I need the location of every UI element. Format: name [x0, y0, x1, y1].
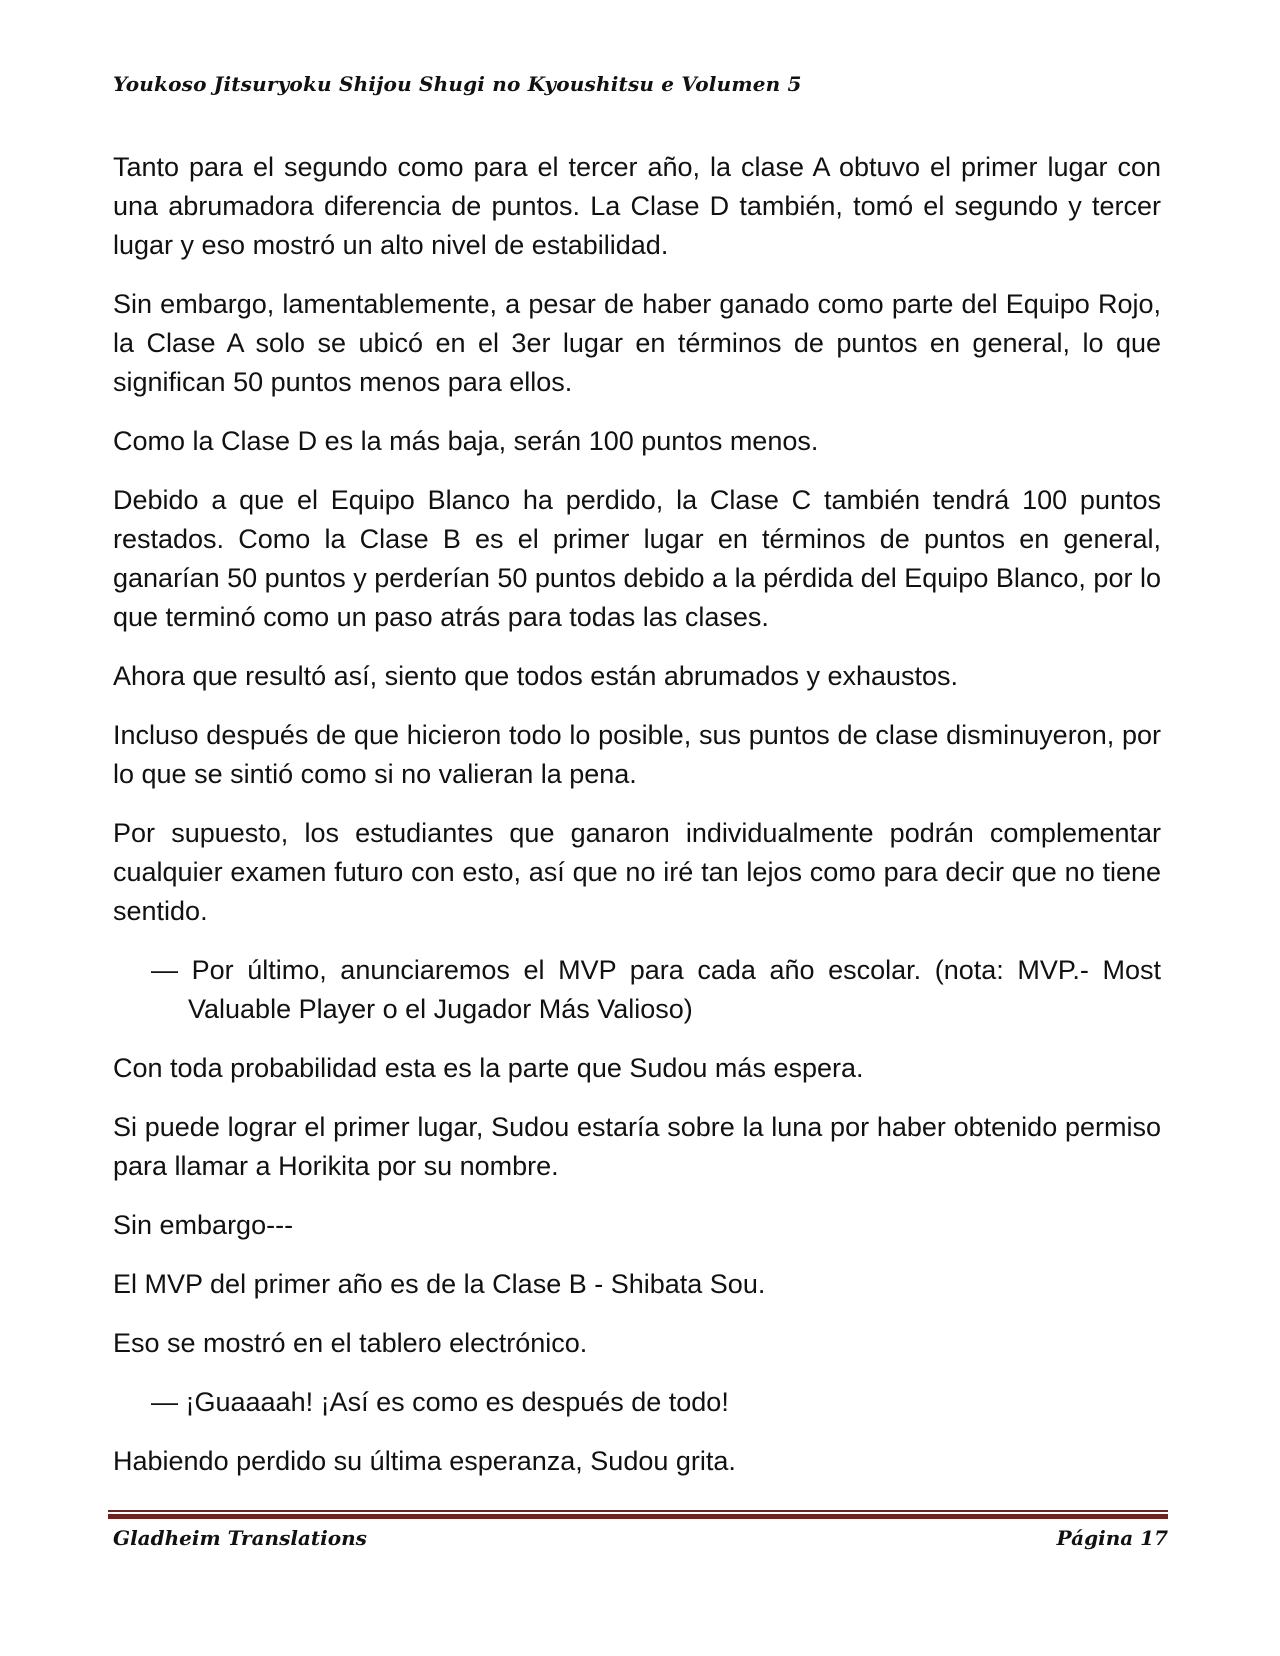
paragraph: Tanto para el segundo como para el tercer año, la clase A obtuvo el primer lugar con una abrumadora diferencia de puntos. La Clase D también, tomó el segundo y tercer lugar y eso mostró un alto nivel de estabilidad.: [113, 152, 1161, 260]
paragraph: Ahora que resultó así, siento que todos están abrumados y exhaustos.: [113, 661, 959, 691]
paragraph: Sin embargo, lamentablemente, a pesar de haber ganado como parte del Equipo Rojo, la Clase A solo se ubicó en el 3er lugar en términos de puntos en general, lo que significan 50 puntos menos para ellos.: [113, 289, 1161, 397]
page-number: Página 17: [1056, 1526, 1168, 1550]
paragraph: Habiendo perdido su última esperanza, Sudou grita.: [113, 1446, 736, 1476]
paragraph: Por supuesto, los estudiantes que ganaron individualmente podrán complementar cualquier examen futuro con esto, así que no iré tan lejos como para decir que no tiene sentido.: [113, 818, 1161, 926]
dialog-paragraph: — ¡Guaaaah! ¡Así es como es después de todo!: [151, 1387, 729, 1417]
footer-credit: Gladheim Translations: [113, 1526, 367, 1550]
paragraph: Incluso después de que hicieron todo lo posible, sus puntos de clase disminuyeron, por lo que se sintió como si no valieran la pena.: [113, 720, 1161, 789]
paragraph: El MVP del primer año es de la Clase B - Shibata Sou.: [113, 1269, 766, 1299]
paragraph: Debido a que el Equipo Blanco ha perdido, la Clase C también tendrá 100 puntos restados. Como la Clase B es el primer lugar en términos de puntos en general, ganarían 50 puntos y perderían 50 puntos debido a la pérdida del Equipo Blanco, por lo que terminó como un paso atrás para todas las clases.: [113, 485, 1161, 632]
footer-divider-thick: [108, 1514, 1168, 1519]
body-text: [113, 148, 1161, 1501]
paragraph: Si puede lograr el primer lugar, Sudou estaría sobre la luna por haber obtenido permiso para llamar a Horikita por su nombre.: [113, 1112, 1161, 1181]
paragraph: Con toda probabilidad esta es la parte que Sudou más espera.: [113, 1053, 864, 1083]
dialog-paragraph: — Por último, anunciaremos el MVP para cada año escolar. (nota: MVP.- Most Valuable Player o el Jugador Más Valioso): [151, 955, 1161, 1024]
paragraph: Sin embargo---: [113, 1210, 294, 1240]
footer-divider-thin: [108, 1510, 1168, 1512]
paragraph: Eso se mostró en el tablero electrónico.: [113, 1328, 588, 1358]
paragraph: Como la Clase D es la más baja, serán 100 puntos menos.: [113, 426, 819, 456]
footer-divider: [108, 1510, 1168, 1520]
running-header: Youkoso Jitsuryoku Shijou Shugi no Kyoushitsu e Volumen 5: [113, 72, 802, 96]
